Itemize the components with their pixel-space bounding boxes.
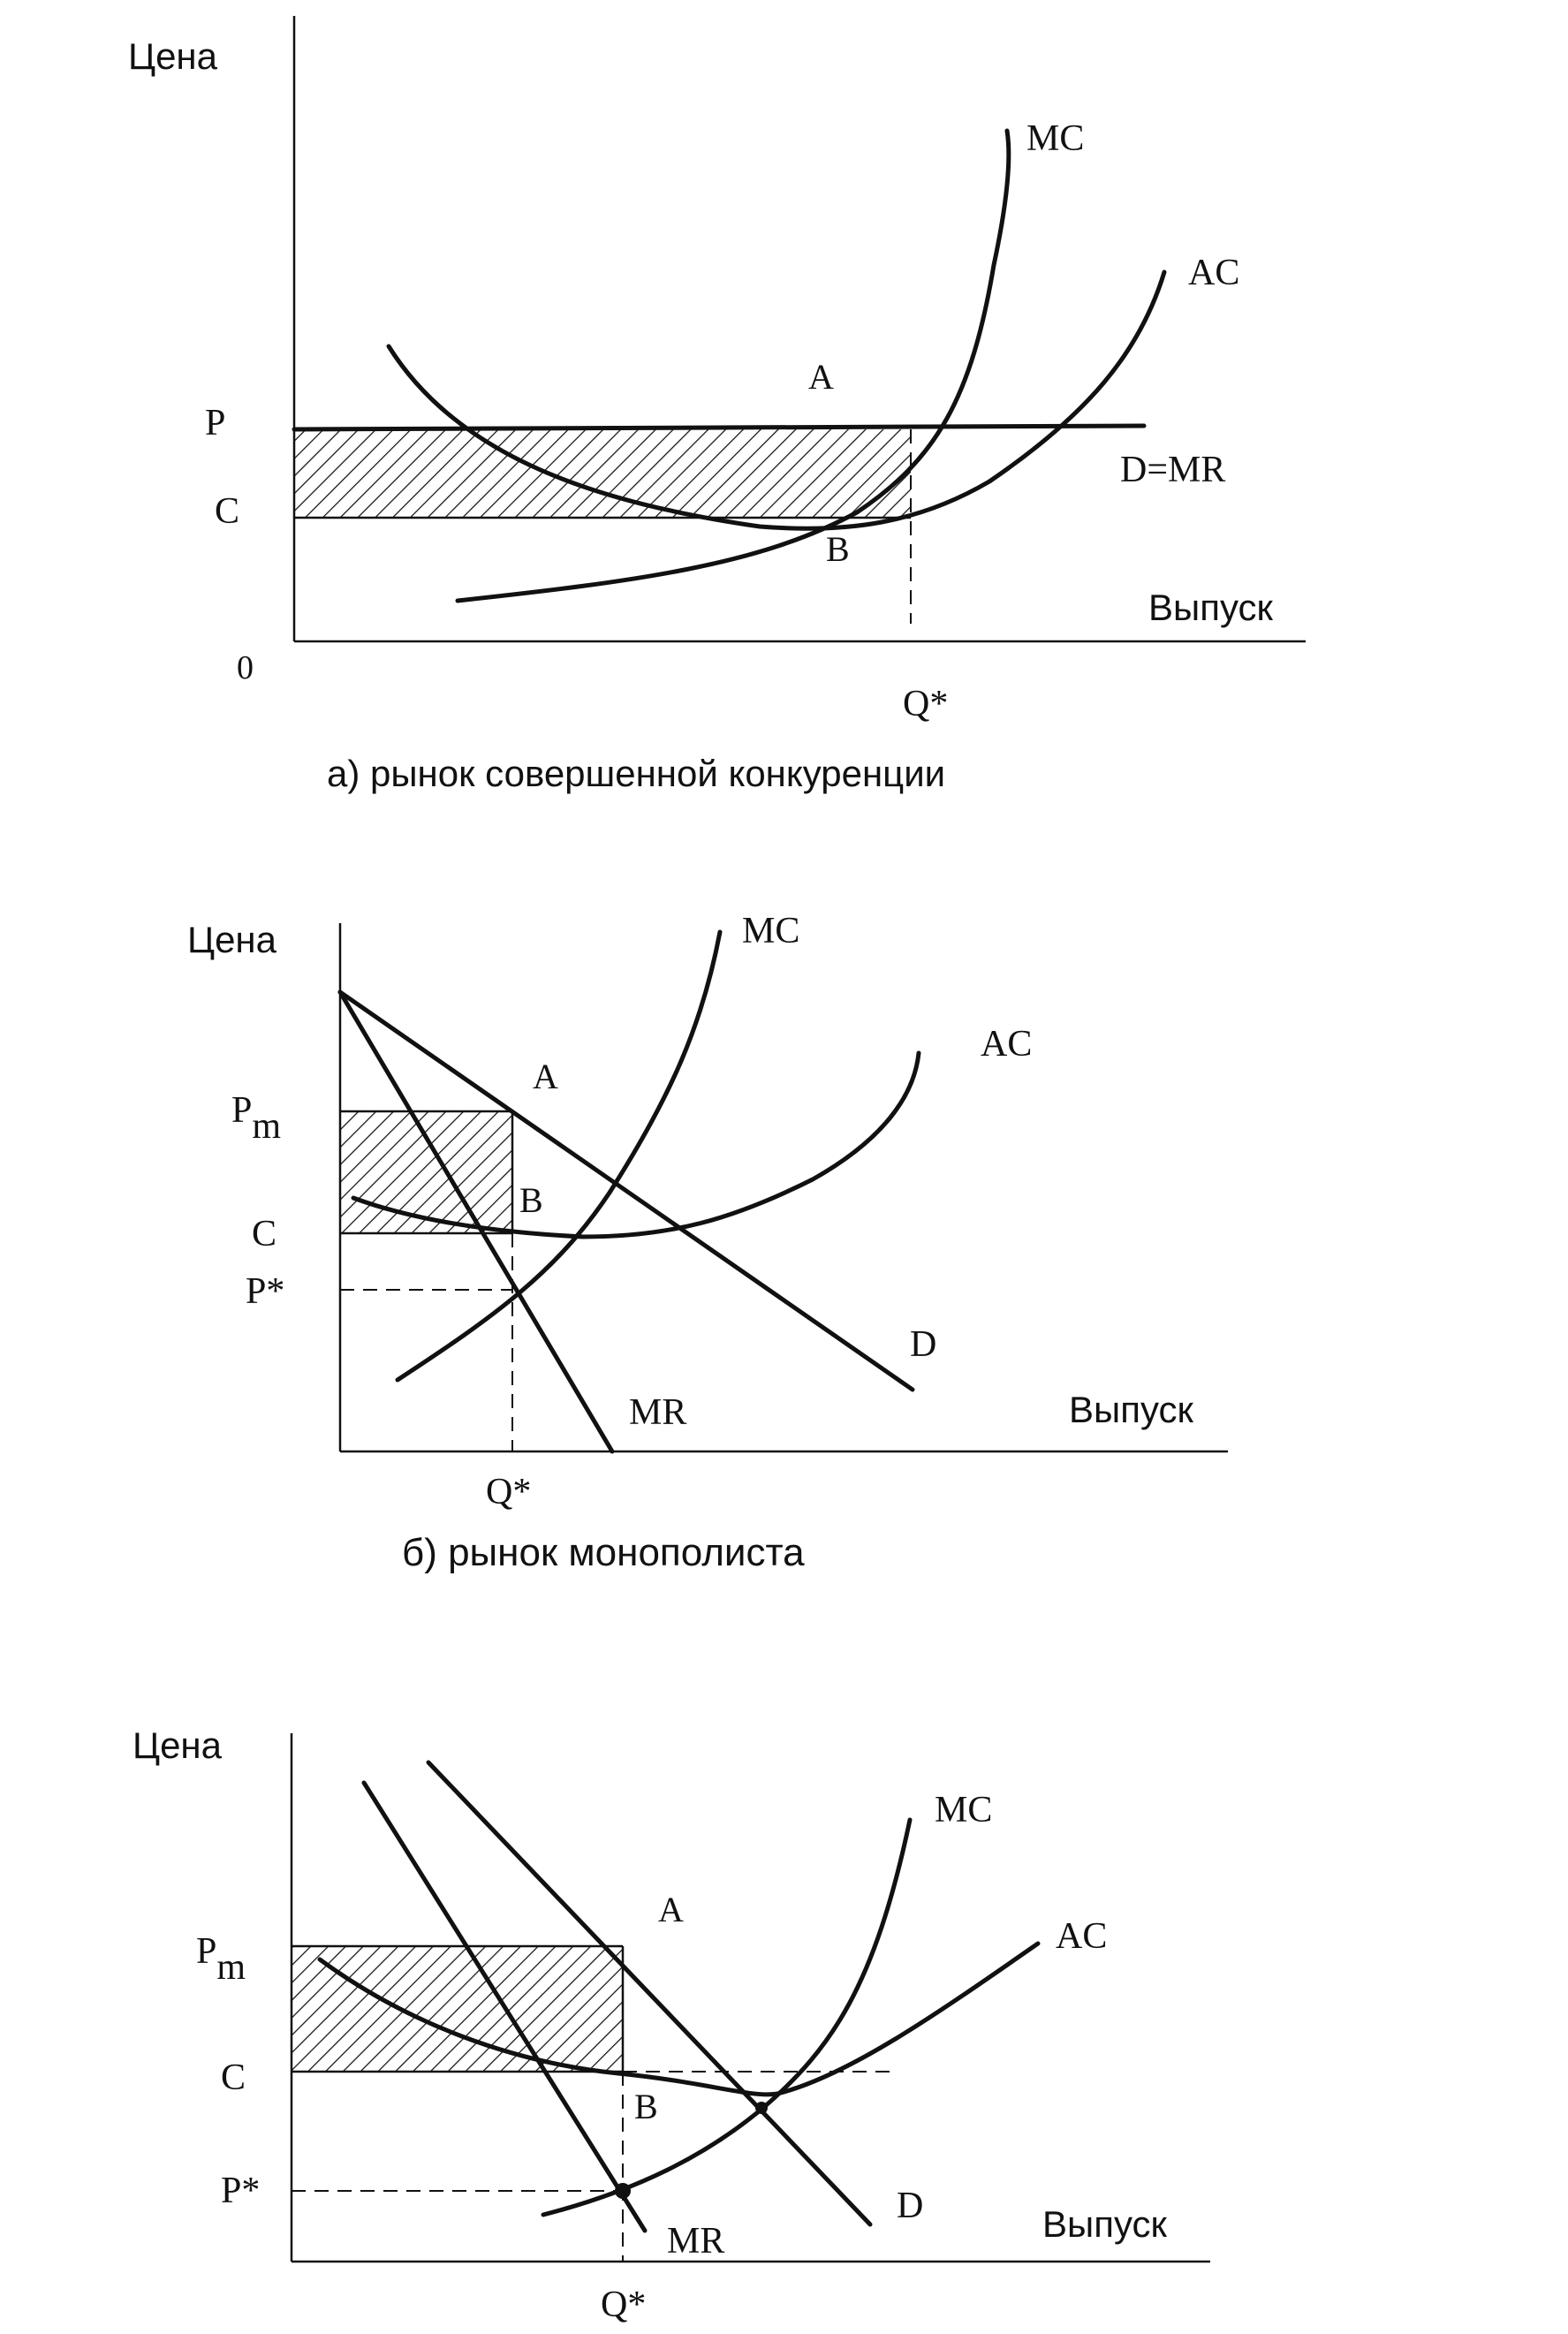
- panel-a-x-label: Выпуск: [1148, 587, 1273, 628]
- panel-a-ac-label: AC: [1188, 253, 1240, 293]
- panel-a-demand-mr-line: [294, 426, 1144, 429]
- panel-c-d-label: D: [897, 2186, 924, 2226]
- panel-c-a-label: A: [658, 1890, 684, 1929]
- panel-b-mr-label: MR: [629, 1392, 687, 1433]
- panel-b-caption: б) рынок монополиста: [402, 1531, 805, 1574]
- panel-b-pm-sub: m: [252, 1106, 282, 1147]
- panel-b-q-label: Q*: [486, 1472, 532, 1512]
- panel-a-caption: а) рынок совершенной конкуренции: [327, 753, 946, 794]
- panel-c-q-label: Q*: [601, 2285, 647, 2325]
- panel-c-b-label: B: [634, 2087, 658, 2126]
- panel-a-origin: 0: [237, 649, 254, 686]
- panel-b-pm-label: [231, 1090, 281, 1147]
- panel-b-ac-label: AC: [981, 1024, 1033, 1065]
- panel-a-perfect-competition: [128, 16, 1306, 794]
- panel-c-pm-p: P: [196, 1931, 217, 1972]
- panel-b-a-label: A: [533, 1057, 558, 1096]
- panel-c-profit-area: [292, 1946, 623, 2072]
- panel-c-mr-mc-point: [615, 2183, 631, 2199]
- panel-b-b-label: B: [519, 1180, 543, 1220]
- panel-c-ac-label: AC: [1056, 1916, 1108, 1957]
- panel-a-profit-area: [294, 429, 911, 518]
- panel-c-pm-sub: m: [216, 1947, 246, 1988]
- panel-c-pstar-label: P*: [221, 2171, 261, 2211]
- panel-a-mc-label: MC: [1026, 118, 1085, 159]
- panel-b-c-label: C: [252, 1214, 277, 1254]
- panel-a-mc-curve: [458, 131, 1009, 601]
- panel-c-mr-label: MR: [667, 2221, 725, 2262]
- panel-b-pstar-label: P*: [246, 1271, 285, 1312]
- panel-c-d-ac-point: [755, 2102, 768, 2114]
- panel-b-monopoly: [187, 911, 1228, 1574]
- panel-c-c-label: C: [221, 2057, 246, 2098]
- panel-b-x-label: Выпуск: [1069, 1389, 1193, 1430]
- panel-a-q-label: Q*: [903, 684, 949, 724]
- panel-a-c-label: C: [215, 491, 240, 532]
- panel-a-b-label: B: [826, 529, 850, 569]
- panel-c-pm-label: [196, 1931, 246, 1988]
- panel-b-mc-label: MC: [742, 911, 800, 951]
- panel-b-y-label: Цена: [187, 919, 276, 960]
- panel-a-dmr-label: D=MR: [1120, 450, 1226, 490]
- panel-b-pm-p: P: [231, 1090, 253, 1131]
- panel-a-a-label: A: [808, 357, 834, 397]
- panel-a-y-label: Цена: [128, 35, 217, 77]
- panel-c-mc-label: MC: [935, 1790, 993, 1830]
- panel-c-monopolistic: [133, 1724, 1210, 2325]
- panel-b-profit-area: [340, 1111, 512, 1233]
- panel-c-x-label: Выпуск: [1042, 2203, 1167, 2245]
- panel-a-p-label: P: [205, 403, 226, 443]
- panel-c-y-label: Цена: [133, 1724, 222, 1766]
- panel-b-d-label: D: [910, 1324, 937, 1365]
